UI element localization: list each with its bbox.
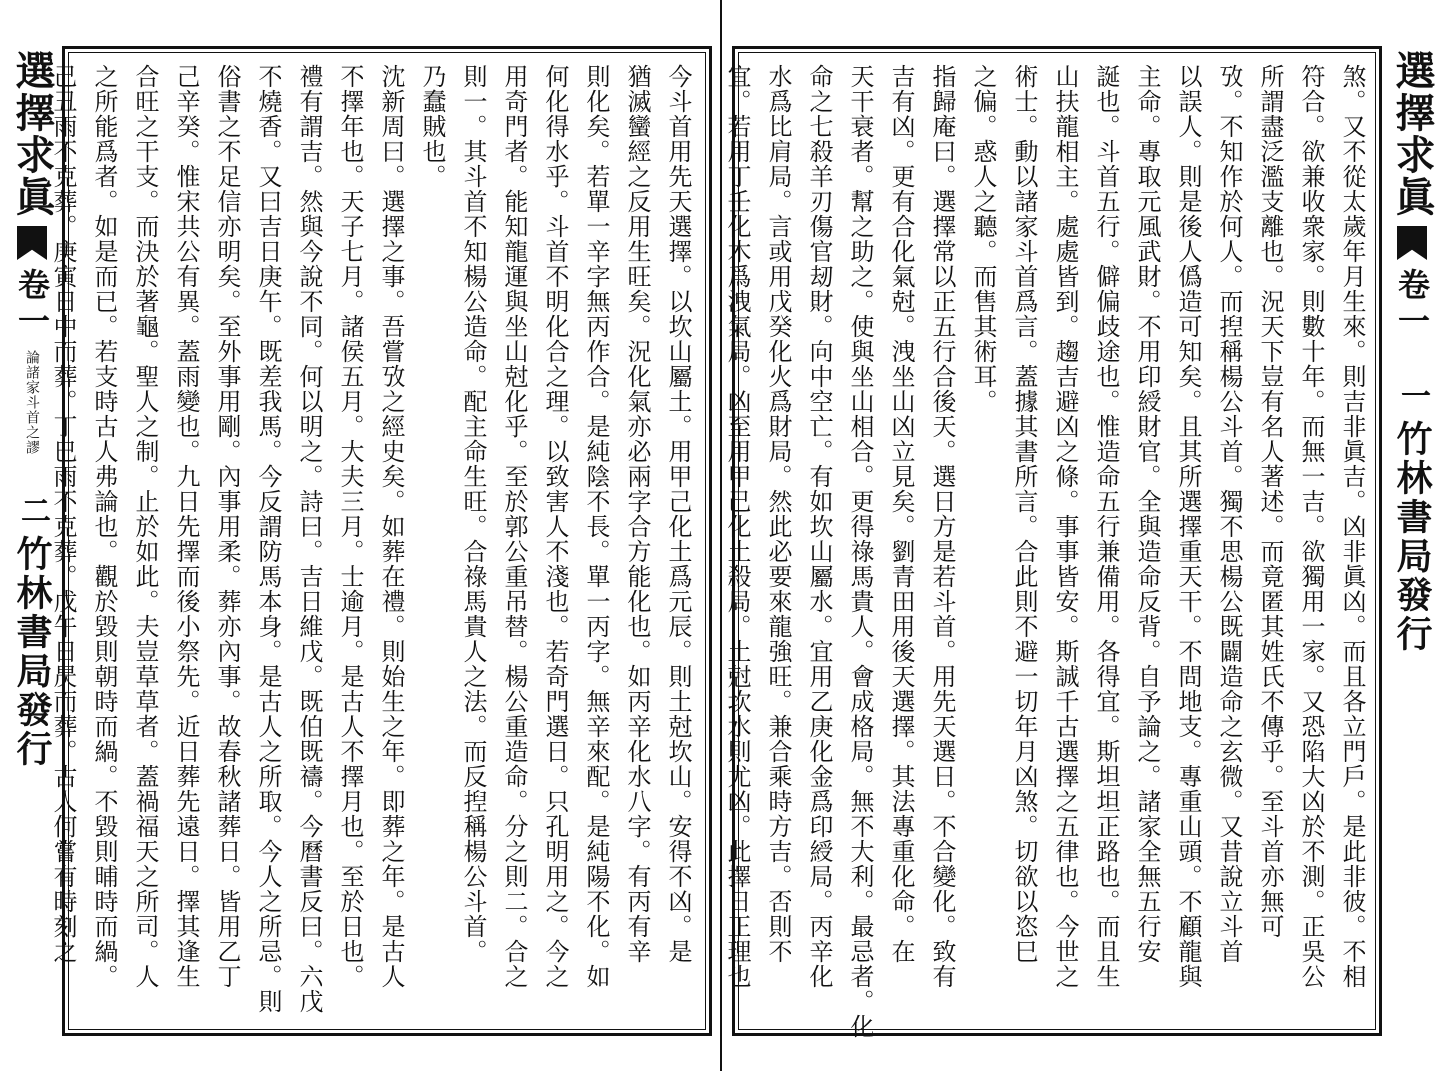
text-column: 天干衰者。幫之助之。使與坐山相合。更得祿馬貴人。會成格局。無不大利。最忌者。化 (846, 64, 874, 1039)
text-column: 山扶龍相主。處處皆到。趨吉避凶之條。事事皆安。斯誠千古選擇之五律也。今世之 (1051, 64, 1079, 989)
text-column: 宜。若用丁壬化木爲洩氣局。凶至用甲己化土殺局。土尅坎水則尤凶。此擇日正理也 (723, 64, 751, 989)
publisher-label: 竹林書局發行 (11, 535, 53, 769)
text-column: 猶滅蠻經之反用生旺矣。況化氣亦必兩字合方能化也。如丙辛化水八字。有丙有辛 (623, 64, 651, 964)
fish-tail-mark-icon (1397, 226, 1427, 260)
text-column: 水爲比肩局。言或用戊癸化火爲財局。然此必要來龍強旺。兼合乘時方吉。否則不 (764, 64, 792, 964)
text-column: 不擇年也。天子七月。諸侯五月。大夫三月。士逾月。是古人不擇月也。至於日也。 (336, 64, 364, 989)
text-column: 符合。欲兼收衆家。則數十年。而無一吉。欲獨用一家。又恐陷大凶於不測。正吳公 (1297, 64, 1325, 989)
section-title: 論諸家斗首之謬 (24, 350, 40, 455)
book-title: 選擇求眞 (9, 50, 56, 218)
text-column: 不燒香。又曰吉日庚午。既差我馬。今反謂防馬本身。是古人之所取。今人之所忌。則 (254, 64, 282, 1014)
text-column: 用奇門者。能知龍運與坐山尅化乎。至於郭公重吊替。楊公重造命。分之則二。合之 (500, 64, 528, 989)
publisher-label: 竹林書局發行 (1391, 420, 1433, 654)
body-text (723, 64, 1372, 1039)
text-column: 己丑雨不克葬。庚寅日中而葬。丁巳雨不克葬。戊午日昃而葬。古人何嘗有時刻之 (49, 64, 77, 964)
text-column: 今斗首用先天選擇。以坎山屬土。用甲己化土爲元辰。則土尅坎山。安得不凶。是 (664, 64, 692, 964)
text-column: 吉有凶。更有合化氣尅。洩坐山凶立見矣。劉青田用後天選擇。其法專重化命。在 (887, 64, 915, 964)
right-page-margin (1386, 50, 1438, 1040)
text-column: 主命。專取元風武財。不用印綬財官。全與造命反背。自予論之。諸家全無五行安 (1133, 64, 1161, 964)
text-column: 指歸庵曰。選擇常以正五行合後天。選日方是若斗首。用先天選日。不合變化。致有 (928, 64, 956, 989)
text-column: 煞。又不從太歲年月生來。則吉非眞吉。凶非眞凶。而且各立門戶。是此非彼。不相 (1338, 64, 1366, 989)
text-column: 沈新周曰。選擇之事。吾嘗攷之經史矣。如葬在禮。則始生之年。即葬之年。是古人 (377, 64, 405, 989)
text-column: 之所能爲者。如是而已。若支時古人弗論也。觀於毀則朝時而緺。不毀則晡時而緺。 (90, 64, 118, 989)
volume-label: 卷一 (13, 268, 51, 340)
text-column: 攷。不知作於何人。而揑稱楊公斗首。獨不思楊公既闢造命之玄微。又昔說立斗首 (1215, 64, 1243, 964)
page-number: 一 (1395, 380, 1430, 410)
volume-label: 卷一 (1393, 268, 1431, 340)
text-column: 俗書之不足信亦明矣。至外事用剛。內事用柔。葬亦內事。故春秋諸葬日。皆用乙丁 (213, 64, 241, 989)
text-column: 合旺之干支。而決於著龜。聖人之制。止於如此。夫豈草草者。蓋禍福天之所司。人 (131, 64, 159, 989)
text-column: 命之七殺羊刃傷官刼財。向中空亡。有如坎山屬水。宜用乙庚化金爲印綬局。丙辛化 (805, 64, 833, 989)
text-column: 則一。其斗首不知楊公造命。配主命生旺。合祿馬貴人之法。而反揑稱楊公斗首。 (459, 64, 487, 964)
book-title: 選擇求眞 (1389, 50, 1436, 218)
text-column: 何化得水乎。斗首不明化合之理。以致害人不淺也。若奇門選日。只孔明用之。今之 (541, 64, 569, 989)
text-column: 所謂盡泛濫支離也。況天下豈有名人著述。而竟匿其姓氏不傳乎。至斗首亦無可 (1256, 64, 1284, 939)
body-text (49, 64, 698, 1024)
text-column: 誕也。斗首五行。僻偏歧途也。惟造命五行兼備用。各得宜。斯坦坦正路也。而且生 (1092, 64, 1120, 989)
text-column: 之偏。惑人之聽。而售其術耳。 (969, 64, 997, 414)
text-column: 己辛癸。惟宋共公有異。蓋雨變也。九日先擇而後小祭先。近日葬先遠日。擇其逢生 (172, 64, 200, 989)
right-page (722, 46, 1440, 1039)
text-column: 術士。動以諸家斗首爲言。蓋據其書所言。合此則不避一切年月凶煞。切欲以恣巳 (1010, 64, 1038, 964)
page-number: 二 (15, 495, 50, 525)
text-column: 則化矣。若單一辛字無丙作合。是純陰不長。單一丙字。無辛來配。是純陽不化。如 (582, 64, 610, 989)
text-column: 以誤人。則是後人僞造可知矣。且其所選擇重天干。不問地支。專重山頭。不顧龍與 (1174, 64, 1202, 989)
text-column: 乃蠢賊也。 (418, 64, 446, 189)
left-page (0, 46, 718, 1036)
text-column: 禮有謂吉。然與今說不同。何以明之。詩曰。吉日維戊。既伯既禱。今曆書反曰。六戊 (295, 64, 323, 1014)
